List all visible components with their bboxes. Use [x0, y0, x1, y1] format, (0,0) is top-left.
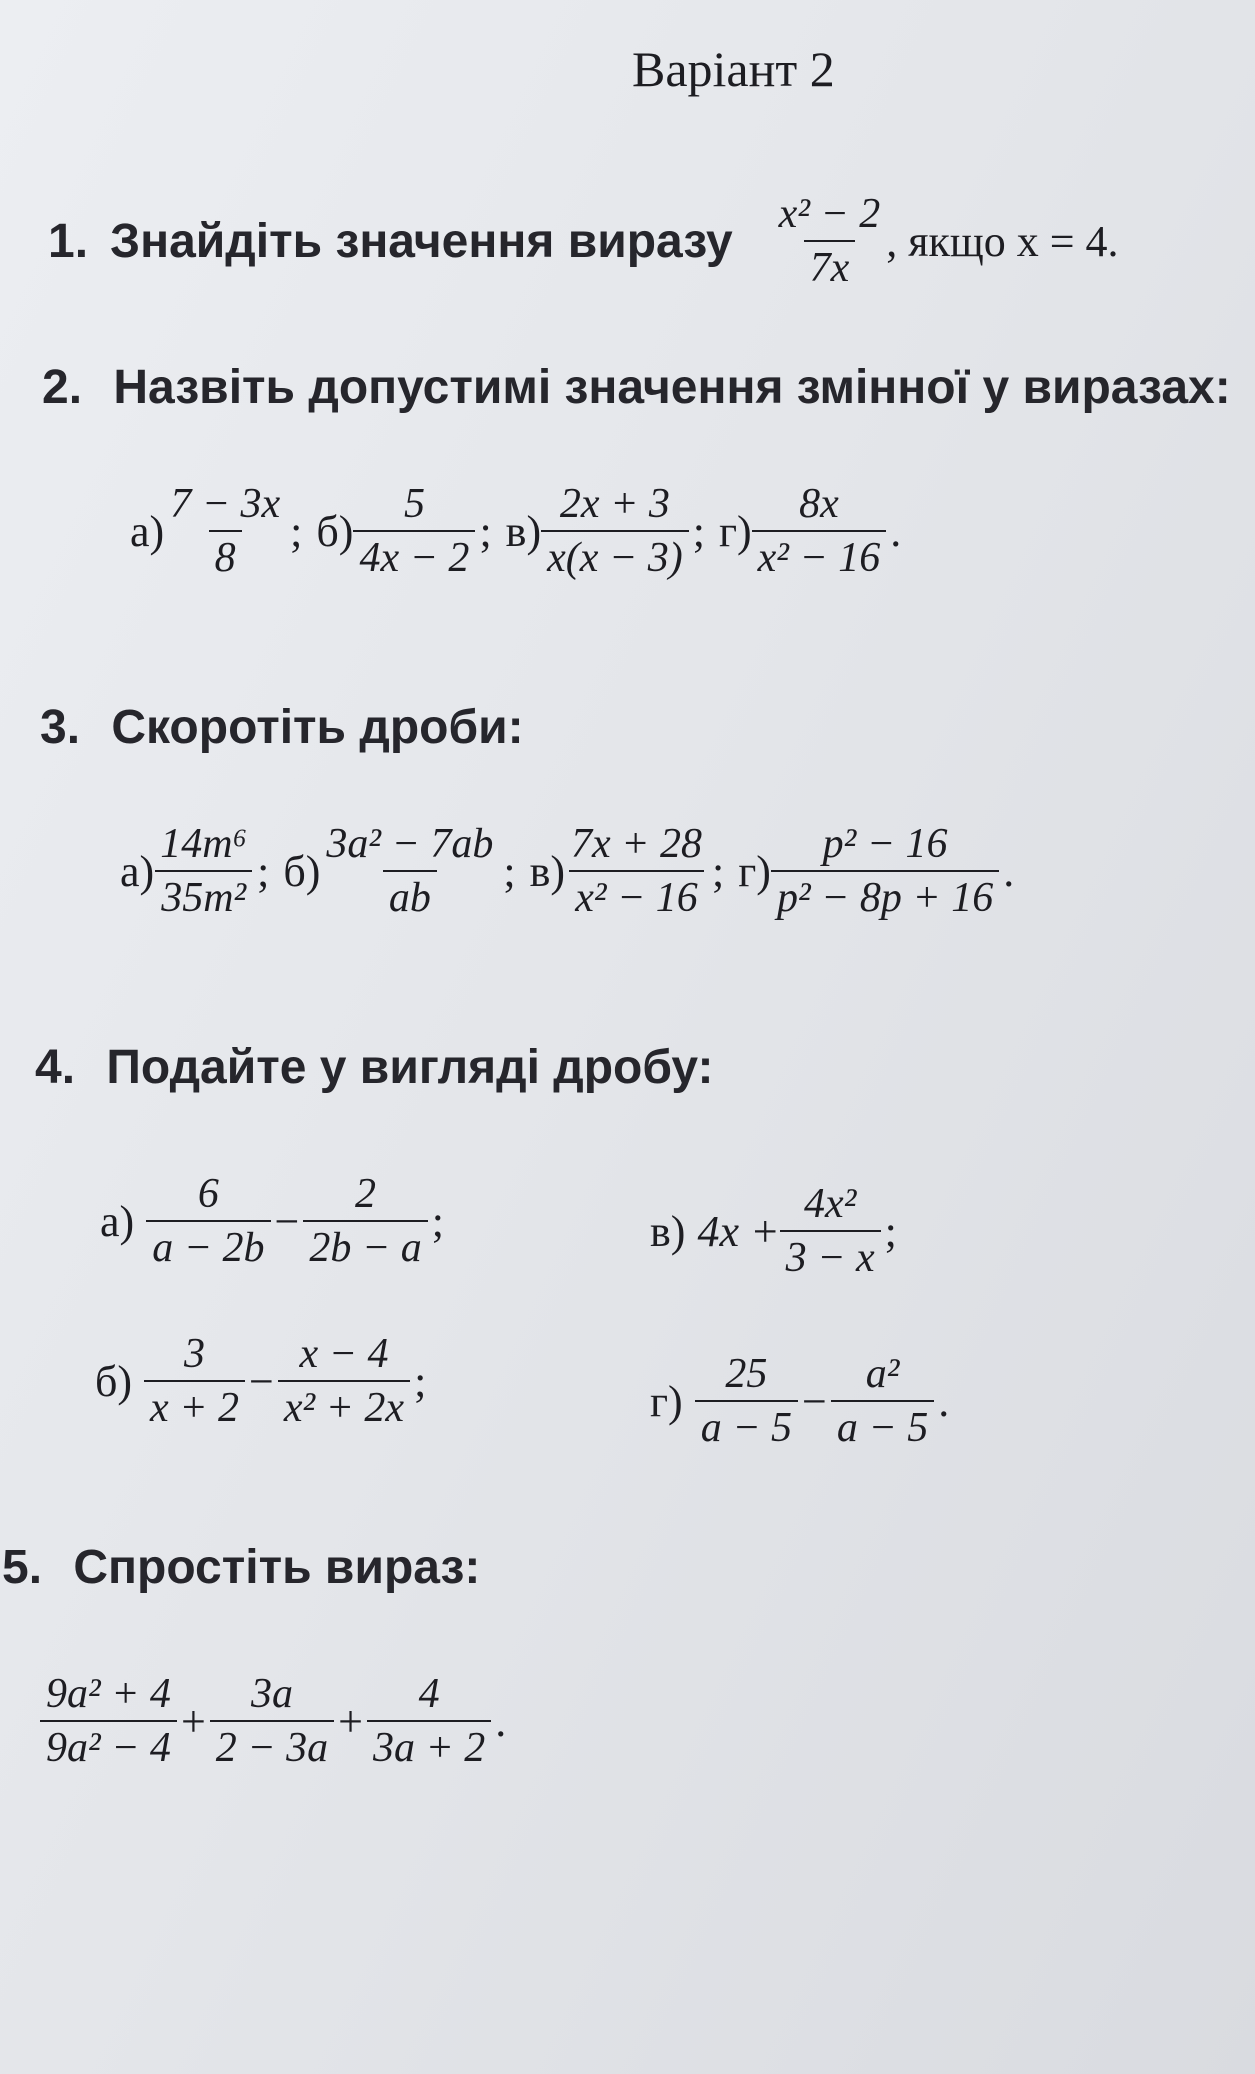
- fraction: [367, 1670, 491, 1773]
- fraction-numerator: 3a² − 7ab: [326, 821, 494, 867]
- separator: .: [938, 1376, 950, 1426]
- fraction-denominator: x(x − 3): [541, 530, 689, 582]
- item-label: г): [718, 506, 752, 556]
- separator: .: [890, 506, 902, 556]
- fraction-numerator: 4x²: [804, 1181, 857, 1227]
- fraction-denominator: x² − 16: [569, 870, 704, 922]
- fraction-denominator: 8: [209, 530, 242, 582]
- separator: ;: [431, 1196, 444, 1246]
- fraction-numerator: 2: [355, 1171, 377, 1217]
- fraction-denominator: ab: [383, 870, 437, 922]
- fraction-numerator: a²: [865, 1351, 900, 1397]
- item-label: б): [316, 506, 354, 556]
- page-title: Варіант 2: [632, 41, 835, 97]
- task-1-number: 1.: [48, 214, 89, 268]
- fraction-denominator: a − 5: [695, 1400, 798, 1452]
- operator: −: [802, 1376, 827, 1426]
- task-5-heading: [2, 1540, 480, 1595]
- fraction-denominator: 7x: [804, 240, 856, 292]
- fraction-numerator: p² − 16: [822, 821, 948, 867]
- fraction: [541, 480, 689, 583]
- item-label: а): [100, 1196, 135, 1246]
- fraction-denominator: a − 2b: [146, 1220, 270, 1272]
- fraction-denominator: 4x − 2: [353, 530, 475, 582]
- task-4-heading: [35, 1040, 713, 1095]
- item-label: в): [505, 506, 542, 556]
- task-5-expression: [40, 1670, 520, 1773]
- fraction-numerator: 3: [184, 1331, 206, 1377]
- task-5-text: Спростіть вираз:: [73, 1541, 481, 1594]
- fraction-numerator: 7 − 3x: [170, 481, 281, 527]
- task-4-number: 4.: [35, 1041, 76, 1094]
- fraction: [303, 1170, 427, 1273]
- task-1-condition: , якщо x = 4.: [886, 216, 1119, 266]
- operator: −: [249, 1356, 274, 1406]
- fraction-numerator: 9a² + 4: [46, 1671, 171, 1717]
- task-1-fraction: [773, 190, 887, 293]
- fraction: [154, 820, 253, 923]
- fraction: [780, 1180, 881, 1283]
- fraction-denominator: 2b − a: [303, 1220, 427, 1272]
- fraction: [278, 1330, 410, 1433]
- fraction: [210, 1670, 334, 1773]
- task-2-text: Назвіть допустимі значення змінної у виразах:: [113, 361, 1231, 414]
- fraction-numerator: x − 4: [299, 1331, 389, 1377]
- separator: ;: [884, 1206, 897, 1256]
- fraction-denominator: x² + 2x: [278, 1380, 410, 1432]
- task-3-heading: [40, 700, 524, 755]
- item-label: в): [650, 1206, 686, 1256]
- fraction-numerator: 4: [418, 1671, 440, 1717]
- fraction-denominator: 9a² − 4: [40, 1720, 177, 1772]
- task-4-text: Подайте у вигляді дробу:: [106, 1041, 714, 1094]
- separator: ;: [414, 1356, 427, 1406]
- fraction-denominator: 3a + 2: [367, 1720, 491, 1772]
- task-4-item-a: [100, 1170, 458, 1273]
- separator: ;: [257, 846, 270, 896]
- separator: .: [1003, 846, 1015, 896]
- task-2-items: [130, 480, 915, 583]
- fraction: [353, 480, 475, 583]
- task-5-number: 5.: [2, 1541, 43, 1594]
- fraction: [144, 1330, 245, 1433]
- operator: +: [338, 1696, 363, 1746]
- fraction-denominator: 2 − 3a: [210, 1720, 334, 1772]
- task-4-item-v: [650, 1180, 911, 1283]
- expression-prefix: 4x +: [697, 1206, 780, 1256]
- operator: −: [274, 1196, 300, 1246]
- separator: ;: [712, 846, 725, 896]
- task-1: [48, 190, 1119, 293]
- separator: ;: [479, 506, 492, 556]
- fraction: [752, 480, 887, 583]
- fraction: [164, 480, 286, 583]
- fraction: [831, 1350, 934, 1453]
- fraction: [146, 1170, 270, 1273]
- fraction-denominator: 3 − x: [780, 1230, 881, 1282]
- fraction-numerator: 6: [197, 1171, 219, 1217]
- fraction: [320, 820, 499, 923]
- operator: +: [180, 1696, 206, 1746]
- item-label: б): [95, 1356, 133, 1406]
- fraction-numerator: 7x + 28: [571, 821, 702, 867]
- item-label: б): [283, 846, 321, 896]
- fraction-denominator: x² − 16: [752, 530, 887, 582]
- separator: ;: [290, 506, 303, 556]
- fraction: [695, 1350, 798, 1453]
- task-4-item-g: [650, 1350, 963, 1453]
- task-3-text: Скоротіть дроби:: [111, 701, 524, 754]
- fraction-numerator: x² − 2: [778, 191, 881, 237]
- item-label: г): [650, 1376, 683, 1426]
- task-2-heading: [42, 360, 1231, 415]
- item-label: г): [738, 846, 771, 896]
- fraction-denominator: 35m²: [155, 870, 252, 922]
- fraction: [40, 1670, 177, 1773]
- task-1-text: Знайдіть значення виразу: [110, 214, 733, 268]
- item-label: в): [529, 846, 566, 896]
- fraction-denominator: a − 5: [831, 1400, 934, 1452]
- separator: ;: [692, 506, 705, 556]
- fraction-numerator: 5: [403, 481, 425, 527]
- task-3-items: [120, 820, 1028, 923]
- fraction-numerator: 8x: [799, 481, 839, 527]
- fraction: [565, 820, 708, 923]
- task-4-item-b: [95, 1330, 440, 1433]
- fraction-numerator: 25: [725, 1351, 768, 1397]
- fraction-numerator: 3a: [250, 1671, 293, 1717]
- fraction-numerator: 2x + 3: [559, 481, 670, 527]
- separator: ;: [503, 846, 516, 896]
- fraction: [771, 820, 999, 923]
- task-2-number: 2.: [42, 361, 83, 414]
- fraction-numerator: 14m⁶: [160, 821, 248, 867]
- separator: .: [495, 1696, 507, 1746]
- item-label: а): [130, 506, 165, 556]
- item-label: а): [120, 846, 155, 896]
- fraction-denominator: x + 2: [144, 1380, 245, 1432]
- task-3-number: 3.: [40, 701, 81, 754]
- fraction-denominator: p² − 8p + 16: [771, 870, 999, 922]
